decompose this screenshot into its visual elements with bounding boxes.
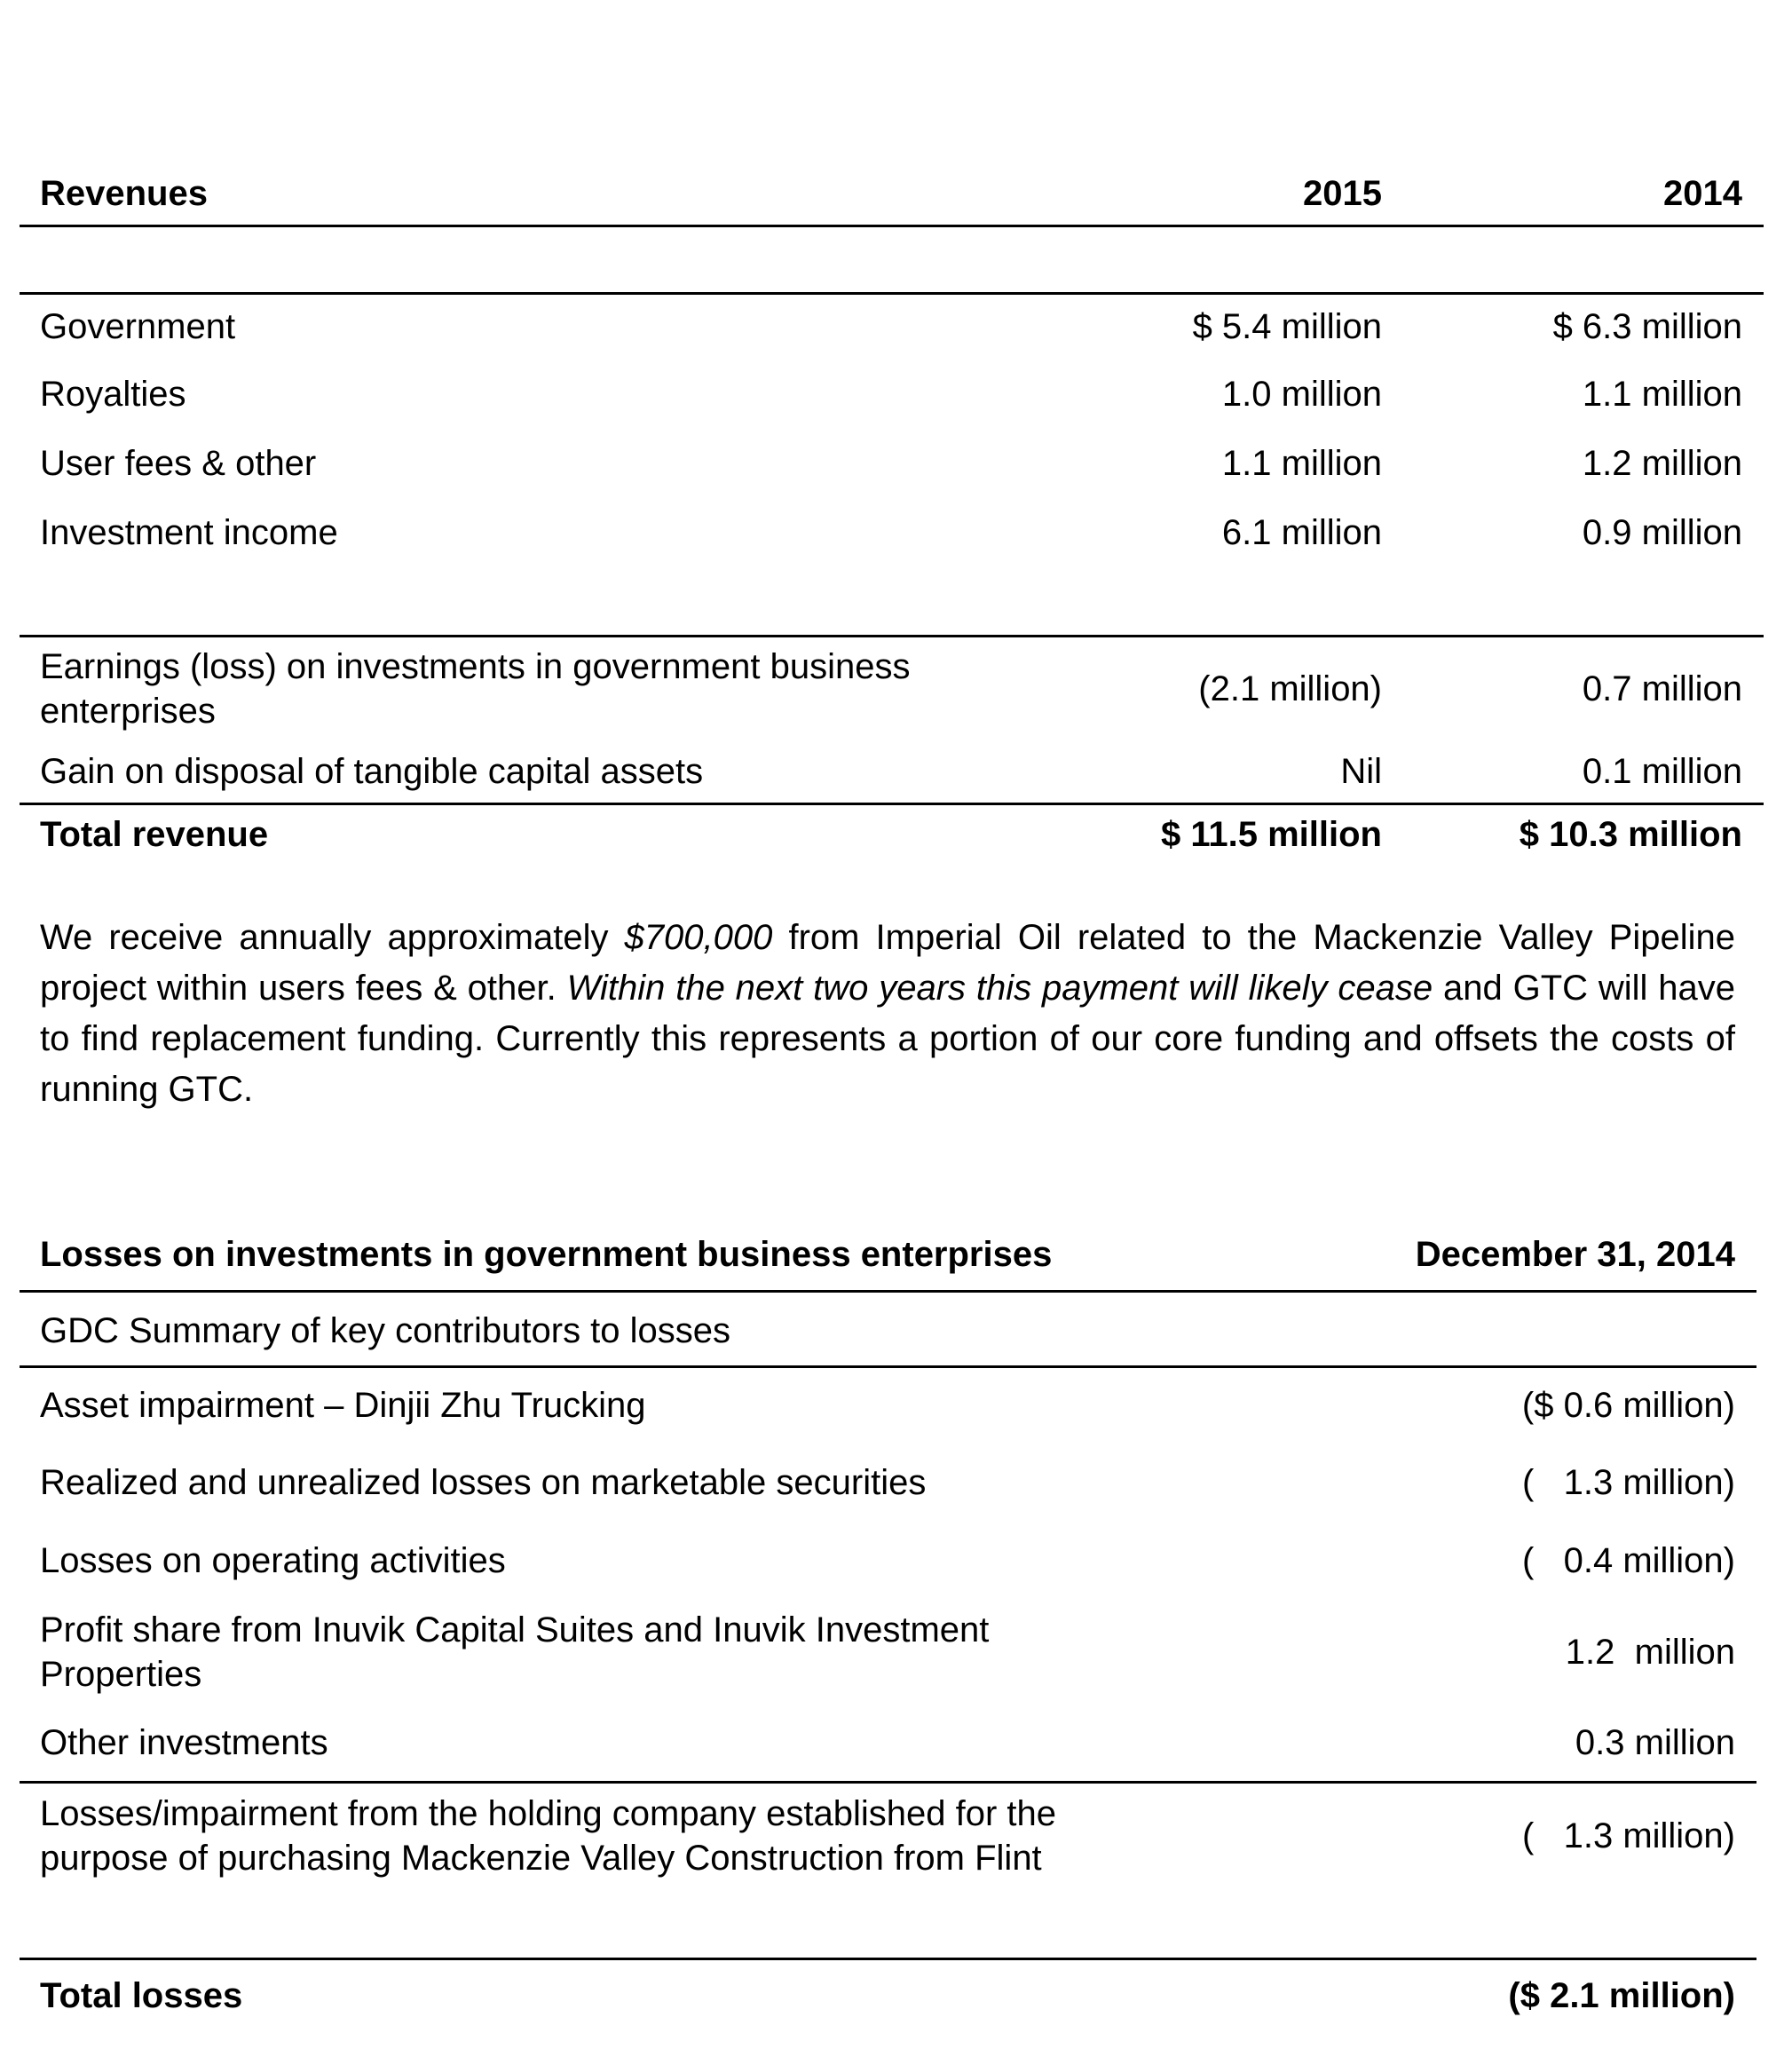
losses-row-label: Losses on operating activities — [40, 1541, 506, 1580]
losses-row-label: Profit share from Inuvik Capital Suites and Inuvik Investment Properties — [40, 1610, 990, 1694]
losses-row-value: ( 0.4 million) — [1521, 1541, 1735, 1580]
note-text-2: from Imperial Oil related to the Mackenzie Valley Pipeline project within users fees & other. — [40, 918, 1735, 1008]
note-amount: $700,000 — [624, 918, 773, 957]
total-revenue-2014: $ 10.3 million — [1519, 815, 1742, 854]
losses-row-label: Losses/impairment from the holding company established for the purpose of purchasing Mackenzie Valley Construction from Flint — [40, 1794, 1057, 1878]
revenues-header-2014: 2014 — [1663, 174, 1742, 213]
revenues-total-rule — [20, 803, 1764, 805]
revenues-body-rule — [20, 292, 1764, 295]
revenues-header-rule — [20, 225, 1764, 227]
revenues-header-2015: 2015 — [1303, 174, 1382, 213]
losses-row-value: ( 1.3 million) — [1521, 1463, 1735, 1502]
revenues-row-2015: 6.1 million — [1221, 513, 1382, 552]
revenues-row-2015: $ 5.4 million — [1192, 307, 1382, 346]
revenues-row-2015: Nil — [1340, 752, 1382, 791]
losses-subheader-rule — [20, 1365, 1756, 1368]
total-revenue-label: Total revenue — [40, 815, 269, 854]
revenues-row-label: User fees & other — [40, 444, 317, 483]
revenues-row-label: Earnings (loss) on investments in government business enterprises — [40, 647, 911, 731]
losses-row-label: Realized and unrealized losses on marketable securities — [40, 1463, 927, 1502]
losses-header-label: Losses on investments in government business enterprises — [40, 1235, 1053, 1274]
note-text-3: and GTC will have to find replacement funding. Currently this represents a portion of our core funding and offsets the costs of running GTC. — [40, 969, 1735, 1109]
losses-row-value: 1.2 million — [1565, 1633, 1735, 1672]
losses-subheader: GDC Summary of key contributors to losses — [40, 1311, 731, 1350]
note-emphasis: Within the next two years this payment will likely cease — [566, 969, 1433, 1008]
losses-total-rule — [20, 1958, 1756, 1960]
revenues-row-2015: 1.0 million — [1221, 375, 1382, 414]
imperial-oil-note — [40, 913, 1735, 1115]
losses-header-rule — [20, 1290, 1756, 1293]
revenues-row-2014: 1.2 million — [1582, 444, 1742, 483]
revenues-row-2015: 1.1 million — [1221, 444, 1382, 483]
losses-row-value: ($ 0.6 million) — [1521, 1386, 1735, 1425]
revenues-row-label: Gain on disposal of tangible capital assets — [40, 752, 704, 791]
revenues-row-label: Investment income — [40, 513, 338, 552]
losses-header-date: December 31, 2014 — [1415, 1235, 1735, 1274]
losses-row-label: Asset impairment – Dinjii Zhu Trucking — [40, 1386, 646, 1425]
revenues-row-2014: 0.9 million — [1582, 513, 1742, 552]
revenues-row-2014: 1.1 million — [1582, 375, 1742, 414]
note-text-1: We receive annually approximately — [40, 918, 625, 957]
revenues-row-2014: 0.1 million — [1582, 752, 1742, 791]
total-losses-label: Total losses — [40, 1976, 243, 2015]
losses-row-value: 0.3 million — [1575, 1723, 1735, 1762]
revenues-header-label: Revenues — [40, 174, 208, 213]
losses-row-value: ( 1.3 million) — [1521, 1816, 1735, 1855]
revenues-mid-rule — [20, 635, 1764, 637]
losses-row-label: Other investments — [40, 1723, 328, 1762]
revenues-row-label: Government — [40, 307, 236, 346]
total-revenue-2015: $ 11.5 million — [1160, 815, 1382, 854]
total-losses-value: ($ 2.1 million) — [1508, 1976, 1735, 2015]
losses-mid-rule — [20, 1781, 1756, 1784]
revenues-row-2014: $ 6.3 million — [1552, 307, 1742, 346]
revenues-row-2015: (2.1 million) — [1198, 669, 1382, 708]
revenues-row-2014: 0.7 million — [1582, 669, 1742, 708]
revenues-row-label: Royalties — [40, 375, 186, 414]
